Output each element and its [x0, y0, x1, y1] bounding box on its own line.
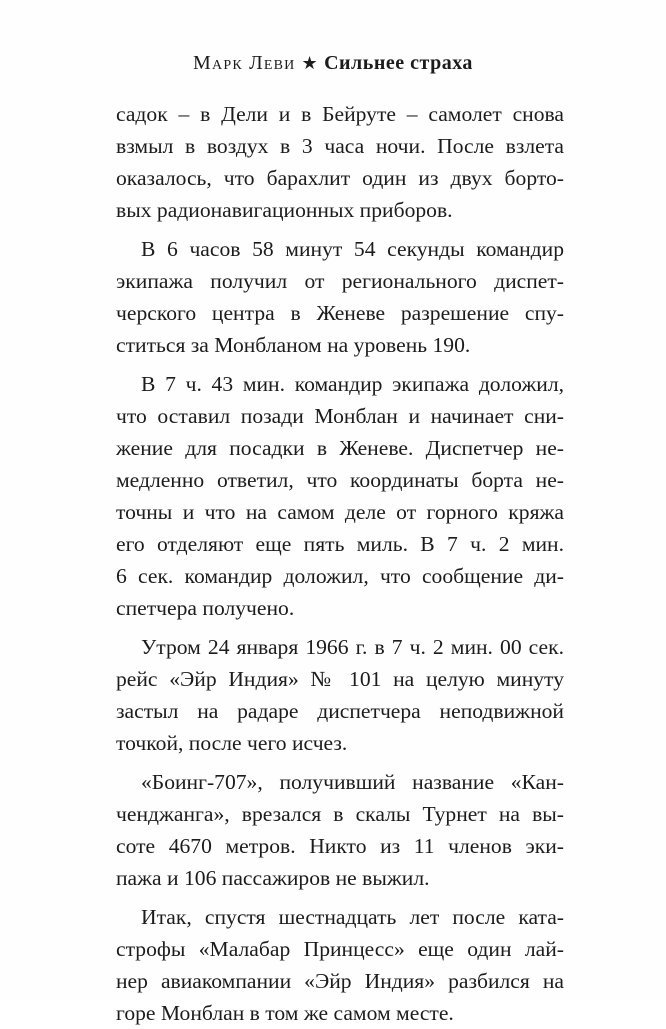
running-head — [0, 52, 666, 75]
text-line: точны и что на самом деле от горного кряжа — [116, 500, 564, 524]
star-icon: ★ — [301, 53, 319, 73]
text-line: В 7 ч. 43 мин. командир экипажа доложил, — [141, 372, 564, 396]
text-line: медленно ответил, что координаты борта не- — [116, 468, 564, 492]
paragraph — [116, 368, 564, 624]
text-line: 6 сек. командир доложил, что сообщение ди- — [116, 564, 564, 588]
text-line: что оставил позади Монблан и начинает сни- — [116, 404, 564, 428]
text-line: соте 4670 метров. Никто из 11 членов эки- — [116, 834, 564, 858]
text-line: Утром 24 января 1966 г. в 7 ч. 2 мин. 00 сек. — [141, 635, 564, 659]
text-line: «Боинг-707», получивший название «Кан- — [141, 770, 564, 794]
paragraph — [116, 233, 564, 361]
text-line: оказалось, что барахлит один из двух борто- — [116, 166, 564, 190]
text-line: ченджанга», врезался в скалы Турнет на вы- — [116, 802, 564, 826]
text-line: пажа и 106 пассажиров не выжил. — [116, 866, 430, 890]
text-line: горе Монблан в том же самом месте. — [116, 1001, 454, 1025]
text-line: В 6 часов 58 минут 54 секунды командир — [141, 237, 564, 261]
text-line: вых радионавигационных приборов. — [116, 198, 453, 222]
text-line: садок – в Дели и в Бейруте – самолет снова — [116, 102, 564, 126]
text-line: рейс «Эйр Индия» № 101 на целую минуту — [116, 667, 564, 691]
text-line: Итак, спустя шестнадцать лет после ката- — [141, 905, 564, 929]
paragraph — [116, 98, 564, 226]
paragraph — [116, 901, 564, 1029]
paragraph — [116, 766, 564, 894]
running-head-author: Марк Леви — [193, 52, 296, 74]
paragraph — [116, 631, 564, 759]
text-line: ститься за Монбланом на уровень 190. — [116, 333, 471, 357]
running-head-title: Сильнее страха — [324, 52, 473, 74]
text-line: жение для посадки в Женеве. Диспетчер не- — [116, 436, 564, 460]
text-line: нер авиакомпании «Эйр Индия» разбился на — [116, 969, 564, 993]
body-text — [116, 98, 564, 1029]
text-line: его отделяют еще пять миль. В 7 ч. 2 мин. — [116, 532, 564, 556]
text-line: застыл на радаре диспетчера неподвижной — [116, 699, 564, 723]
text-line: взмыл в воздух в 3 часа ночи. После взлета — [116, 134, 564, 158]
text-line: экипажа получил от регионального диспет- — [116, 269, 564, 293]
text-line: спетчера получено. — [116, 596, 295, 620]
text-line: точкой, после чего исчез. — [116, 731, 348, 755]
text-line: строфы «Малабар Принцесс» еще один лай- — [116, 937, 564, 961]
text-line: черского центра в Женеве разрешение спу- — [116, 301, 564, 325]
